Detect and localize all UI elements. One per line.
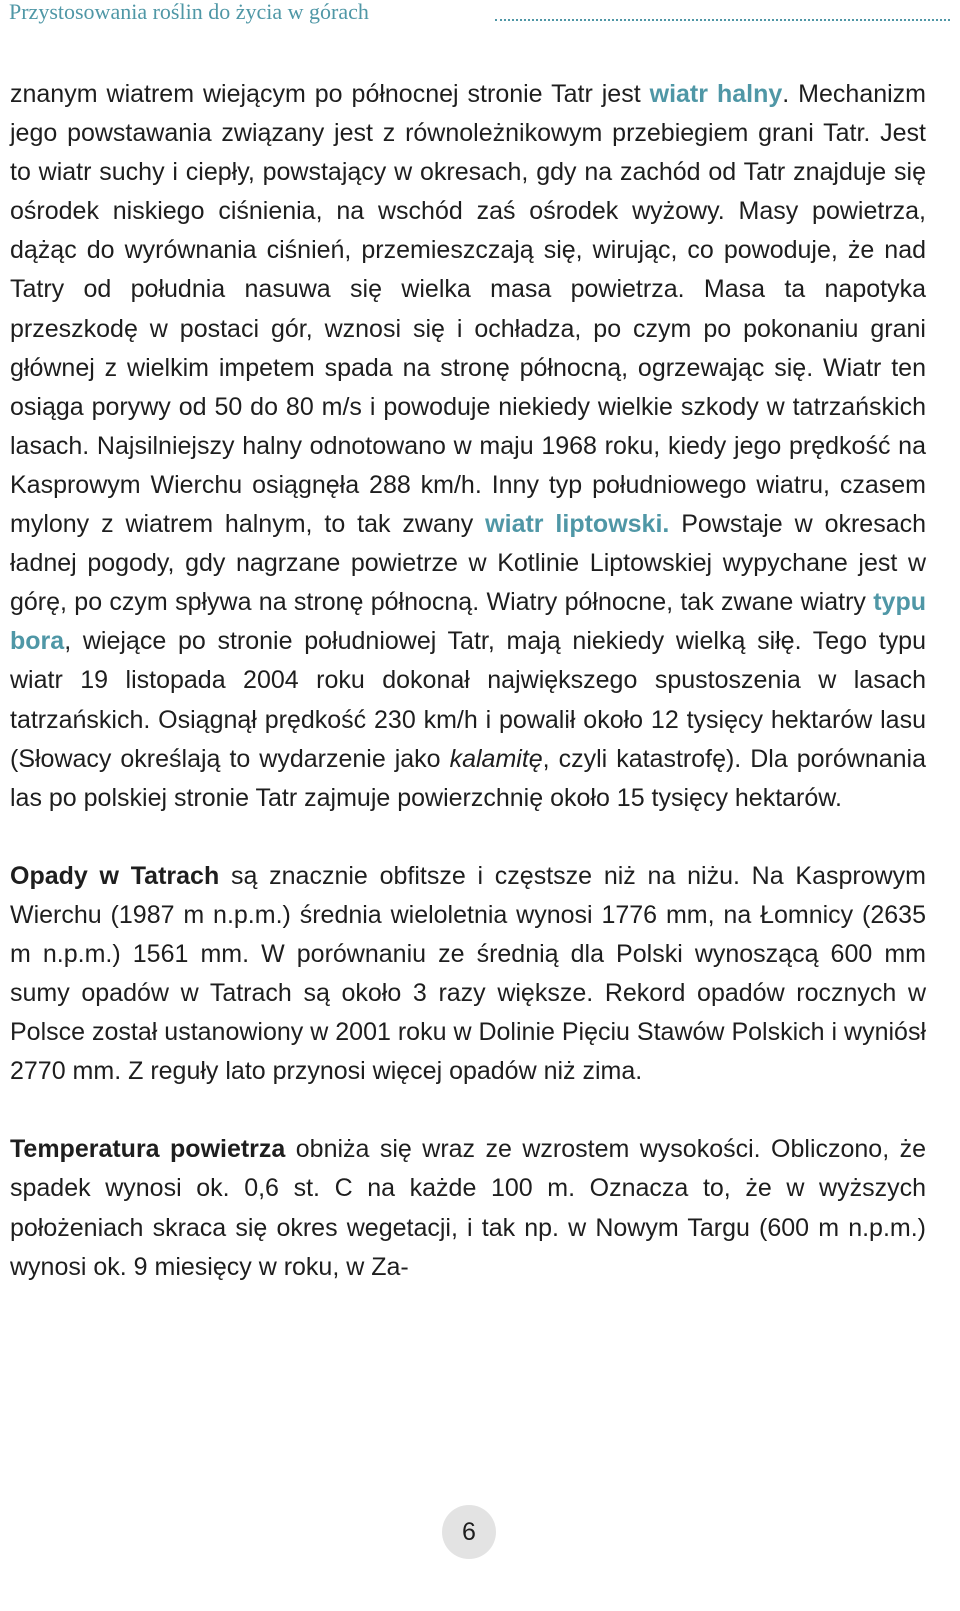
term-opady: Opady w Tatrach xyxy=(10,861,220,890)
keyword-wiatr-halny: wiatr halny xyxy=(649,80,783,108)
page-number: 6 xyxy=(462,1517,476,1546)
text-run: znanym wiatrem wiejącym po północnej stronie Tatr jest xyxy=(10,80,650,108)
text-run: Powstaje w okresach ładnej pogody, gdy nagrzane powietrze w Kotlinie Liptowskiej wypychane jest w górę, po czym spływa na stronę północną. Wiatry północne, tak zwane wiatry xyxy=(10,510,927,617)
keyword-wiatr-liptowski: wiatr liptowski. xyxy=(485,510,670,539)
header-title: Przystosowania roślin do życia w górach xyxy=(9,0,369,24)
text-run: , wiejące po stronie południowej Tatr, mają niekiedy wielką siłę. Tego typu wiatr 19 listopada 2004 roku dokonał największego spustoszenia w lasach tatrzańskich. Osiągnął prędkość 230 km/h i powalił około 12 tysięcy hektarów lasu (Słowacy określają to wydarzenie jako xyxy=(10,627,926,773)
keyword-typu-bora: typu bora xyxy=(10,588,926,656)
text-run: są znacznie obfitsze i częstsze niż na niżu. Na Kasprowym Wierchu (1987 m n.p.m.) średnia wieloletnia wynosi 1776 mm, na Łomnicy (2635 m n.p.m.) 1561 mm. W porównaniu ze średnią dla Polski wynoszącą 600 mm sumy opadów w Tatrach są około 3 razy większe. Rekord opadów rocznych w Polsce został ustanowiony w 2001 roku w Dolinie Pięciu Stawów Polskich i wyniósł 2770 mm. Z reguły lato przynosi więcej opadów niż zima. xyxy=(10,861,926,1086)
paragraph-precipitation xyxy=(10,857,926,1092)
body-text xyxy=(10,75,926,1287)
header-dotted-rule xyxy=(495,19,950,21)
text-run: . Mechanizm jego powstawania związany jest z równoleżnikowym przebiegiem grani Tatr. Jest to wiatr suchy i ciepły, powstający w okresach, gdy na zachód od Tatr znajduje się ośrodek niskiego ciśnienia, na wschód zaś ośrodek wyżowy. Masy powietrza, dążąc do wyrównania ciśnień, przemieszczają się, wirując, co powoduje, że nad Tatry od południa nasuwa się wielka masa powietrza. Masa ta napotyka przeszkodę w postaci gór, wznosi się i ochładza, po czym po pokonaniu grani głównej z wielkim impetem spada na stronę północną, ogrzewając się. Wiatr ten osiąga porywy od 50 do 80 m/s i powoduje niekiedy wielkie szkody w tatrzańskich lasach. Najsilniejszy halny odnotowano w maju 1968 roku, kiedy jego prędkość na Kasprowym Wierchu osiągnęła 288 km/h. Inny typ południowego wiatru, czasem mylony z wiatrem halnym, to tak zwany xyxy=(10,80,927,539)
paragraph-winds xyxy=(10,75,926,818)
running-header xyxy=(9,0,950,32)
text-run: , czyli katastrofę). Dla porównania las po polskiej stronie Tatr zajmuje powierzchnię około 15 tysięcy hektarów. xyxy=(10,744,926,812)
text-run: obniża się wraz ze wzrostem wysokości. Obliczono, że spadek wynosi ok. 0,6 st. C na każde 100 m. Oznacza to, że w wyższych położeniach skraca się okres wegetacji, i tak np. w Nowym Targu (600 m n.p.m.) wynosi ok. 9 miesięcy w roku, w Za- xyxy=(10,1135,926,1281)
page-number-badge xyxy=(442,1505,496,1559)
paragraph-temperature xyxy=(10,1130,926,1286)
italic-term: kalamitę xyxy=(449,744,543,773)
term-temperatura: Temperatura powietrza xyxy=(10,1135,286,1164)
